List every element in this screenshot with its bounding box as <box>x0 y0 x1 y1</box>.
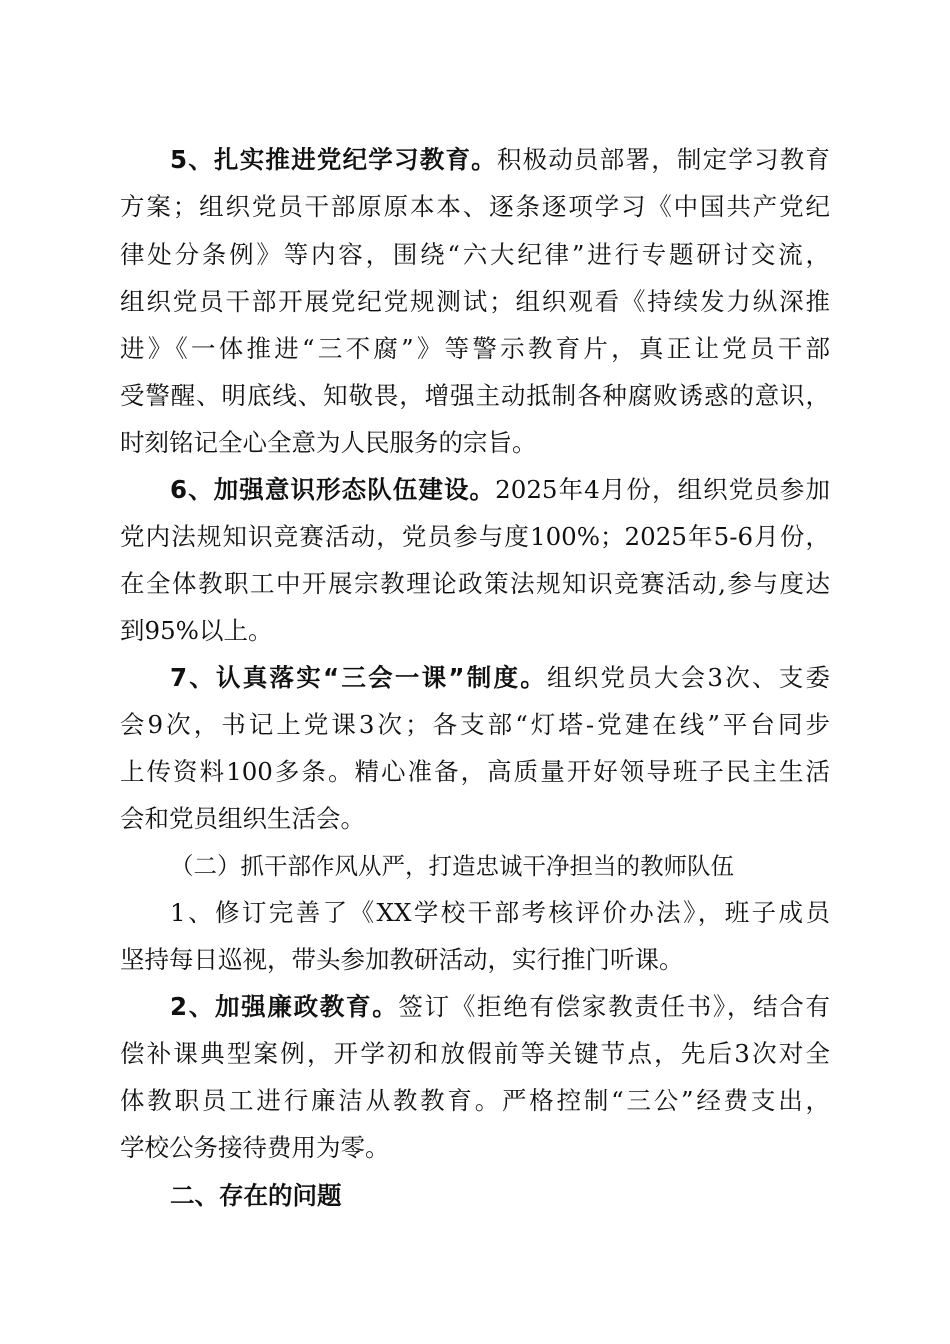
item2-text: 签订《拒绝有偿家教责任书》，结合有 <box>398 992 831 1021</box>
para6-line-4: 到95%以上。 <box>120 616 273 645</box>
para5-line-4: 组织党员干部开展党纪党规测试；组织观看《持续发力纵深推 <box>120 287 830 316</box>
para5-line-7: 时刻铭记全心全意为人民服务的宗旨。 <box>120 428 537 457</box>
para7-line-1 <box>170 658 830 698</box>
item2-title: 2、加强廉政教育。 <box>170 992 399 1021</box>
para5-line-5: 进》《一体推进“三不腐”》等警示教育片，真正让党员干部 <box>120 334 830 363</box>
section-heading-2: （二）抓干部作风从严，打造忠诚干净担当的教师队伍 <box>170 852 734 880</box>
para5-line-1 <box>170 140 830 180</box>
para7-line-4: 会和党员组织生活会。 <box>120 804 365 833</box>
para7-title: 7、认真落实“三会一课”制度。 <box>170 663 547 692</box>
item2-line-4: 学校公务接待费用为零。 <box>120 1133 390 1162</box>
para5-line-2: 方案；组织党员干部原原本本、逐条逐项学习《中国共产党纪 <box>120 192 830 221</box>
para5-line-3: 律处分条例》等内容，围绕“六大纪律”进行专题研讨交流， <box>120 240 830 269</box>
para6-line-3: 在全体教职工中开展宗教理论政策法规知识竞赛活动,参与度达 <box>120 569 830 598</box>
part2-heading: 二、存在的问题 <box>170 1181 342 1210</box>
item2-line-2: 偿补课典型案例，开学初和放假前等关键节点，先后3次对全 <box>120 1039 830 1068</box>
para5-line-6: 受警醒、明底线、知敬畏，增强主动抵制各种腐败诱惑的意识， <box>120 381 830 410</box>
para7-line-3: 上传资料100多条。精心准备，高质量开好领导班子民主生活 <box>120 757 830 786</box>
para6-line-1 <box>170 470 830 510</box>
item2-line-3: 体教职员工进行廉洁从教教育。严格控制“三公”经费支出， <box>120 1086 830 1115</box>
para6-line-2: 党内法规知识竞赛活动，党员参与度100%；2025年5-6月份， <box>120 522 830 551</box>
para5-title: 5、扎实推进党纪学习教育。 <box>170 145 497 174</box>
item1-line-1: 1、修订完善了《XX学校干部考核评价办法》，班子成员 <box>170 898 830 927</box>
para6-text: 2025年4月份，组织党员参加 <box>495 475 831 504</box>
para7-text: 组织党员大会3次、支委 <box>546 663 831 692</box>
para6-title: 6、加强意识形态队伍建设。 <box>170 475 496 504</box>
para5-text: 积极动员部署，制定学习教育 <box>496 145 831 174</box>
item1-line-2: 坚持每日巡视，带头参加教研活动，实行推门听课。 <box>120 945 684 974</box>
item2-line-1 <box>170 987 830 1027</box>
para7-line-2: 会9次，书记上党课3次；各支部“灯塔-党建在线”平台同步 <box>120 710 830 739</box>
